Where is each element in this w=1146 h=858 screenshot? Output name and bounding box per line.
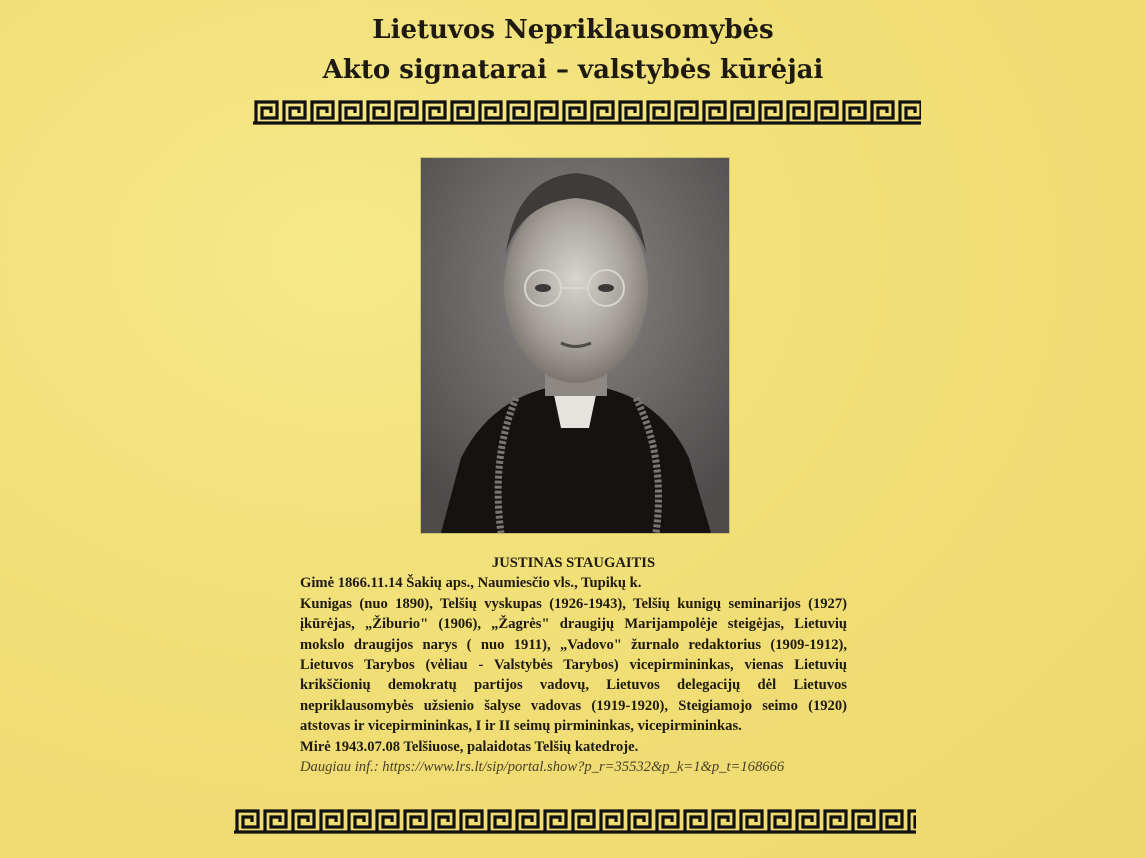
title-line-2: Akto signatarai – valstybės kūrėjai xyxy=(322,55,824,85)
death-info: Mirė 1943.07.08 Telšiuose, palaidotas Telšių katedroje. xyxy=(300,738,639,755)
greek-key-border-bottom xyxy=(234,808,916,834)
career-info: Kunigas (nuo 1890), Telšių vyskupas (1926-1943), Telšių kunigų seminarijos (1927) įkūrėjas, „Žiburio" (1906), „Žagrės" draugijų Marijampolėje steigėjas, Lietuvių mokslo draugijos narys ( nuo 1911), „Vadovo" žurnalo redaktorius (1909-1912), Lietuvos Tarybos (vėliau - Valstybės Tarybos) vicepirmininkas, vienas Lietuvių krikščionių demokratų partijos vadovų, Lietuvos delegacijų dėl Lietuvos nepriklausomybės užsienio šalyse vadovas (1919-1920), Steigiamojo seimo (1920) atstovas ir vicepirmininkas, I ir II seimų pirmininkas, vicepirmininkas. xyxy=(300,595,847,735)
person-name: JUSTINAS STAUGAITIS xyxy=(491,555,656,571)
greek-key-border-top xyxy=(253,99,921,125)
birth-info: Gimė 1866.11.14 Šakių aps., Naumiesčio vls., Tupikų k. xyxy=(300,575,642,592)
more-info-link[interactable]: Daugiau inf.: https://www.lrs.lt/sip/portal.show?p_r=35532&p_k=1&p_t=168666 xyxy=(300,759,785,776)
portrait-photo xyxy=(421,158,729,533)
page-title xyxy=(0,10,1146,90)
title-line-1: Lietuvos Nepriklausomybės xyxy=(372,15,774,45)
biography xyxy=(300,553,847,777)
